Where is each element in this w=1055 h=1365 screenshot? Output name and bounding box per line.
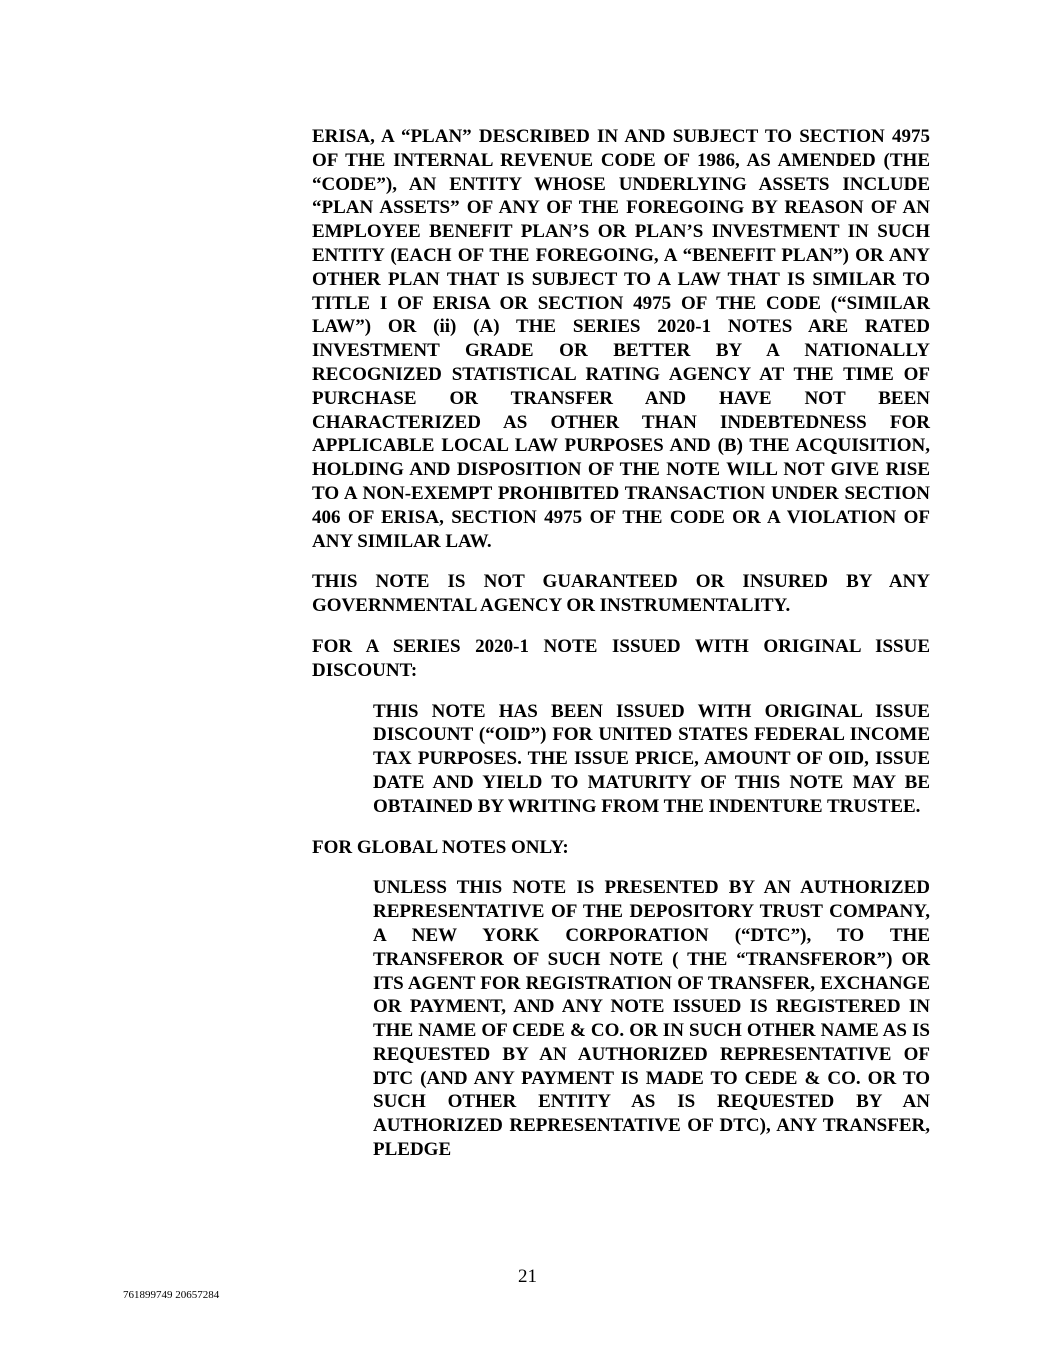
oid-heading: FOR A SERIES 2020-1 NOTE ISSUED WITH ORIGINAL ISSUE DISCOUNT: xyxy=(312,635,930,681)
footer-document-id: 761899749 20657284 xyxy=(123,1289,220,1301)
dtc-paragraph: UNLESS THIS NOTE IS PRESENTED BY AN AUTHORIZED REPRESENTATIVE OF THE DEPOSITORY TRUST COMPANY, A NEW YORK CORPORATION (“DTC”), TO THE TRANSFEROR OF SUCH NOTE ( THE “TRANSFEROR”) OR ITS AGENT FOR REGISTRATION OF TRANSFER, EXCHANGE OR PAYMENT, AND ANY NOTE ISSUED IS REGISTERED IN THE NAME OF CEDE & CO. OR IN SUCH OTHER NAME AS IS REQUESTED BY AN AUTHORIZED REPRESENTATIVE OF DTC (AND ANY PAYMENT IS MADE TO CEDE & CO. OR TO SUCH OTHER ENTITY AS IS REQUESTED BY AN AUTHORIZED REPRESENTATIVE OF DTC), ANY TRANSFER, PLEDGE xyxy=(373,877,930,1161)
global-notes-heading: FOR GLOBAL NOTES ONLY: xyxy=(312,836,569,858)
document-body xyxy=(312,125,930,1179)
erisa-paragraph: ERISA, A “PLAN” DESCRIBED IN AND SUBJECT TO SECTION 4975 OF THE INTERNAL REVENUE CODE OF 1986, AS AMENDED (THE “CODE”), AN ENTITY WHOSE UNDERLYING ASSETS INCLUDE “PLAN ASSETS” OF ANY OF THE FOREGOING BY REASON OF AN EMPLOYEE BENEFIT PLAN’S OR PLAN’S INVESTMENT IN SUCH ENTITY (EACH OF THE FOREGOING, A “BENEFIT PLAN”) OR ANY OTHER PLAN THAT IS SUBJECT TO A LAW THAT IS SIMILAR TO TITLE I OF ERISA OR SECTION 4975 OF THE CODE (“SIMILAR LAW”) OR (ii) (A) THE SERIES 2020-1 NOTES ARE RATED INVESTMENT GRADE OR BETTER BY A NATIONALLY RECOGNIZED STATISTICAL RATING AGENCY AT THE TIME OF PURCHASE OR TRANSFER AND HAVE NOT BEEN CHARACTERIZED AS OTHER THAN INDEBTEDNESS FOR APPLICABLE LOCAL LAW PURPOSES AND (B) THE ACQUISITION, HOLDING AND DISPOSITION OF THE NOTE WILL NOT GIVE RISE TO A NON-EXEMPT PROHIBITED TRANSACTION UNDER SECTION 406 OF ERISA, SECTION 4975 OF THE CODE OR A VIOLATION OF ANY SIMILAR LAW. xyxy=(312,126,930,552)
oid-paragraph: THIS NOTE HAS BEEN ISSUED WITH ORIGINAL ISSUE DISCOUNT (“OID”) FOR UNITED STATES FEDERAL INCOME TAX PURPOSES. THE ISSUE PRICE, AMOUNT OF OID, ISSUE DATE AND YIELD TO MATURITY OF THIS NOTE MAY BE OBTAINED BY WRITING FROM THE INDENTURE TRUSTEE. xyxy=(373,700,930,817)
page-number: 21 xyxy=(518,1266,537,1287)
not-guaranteed-paragraph: THIS NOTE IS NOT GUARANTEED OR INSURED BY ANY GOVERNMENTAL AGENCY OR INSTRUMENTALITY. xyxy=(312,571,930,617)
